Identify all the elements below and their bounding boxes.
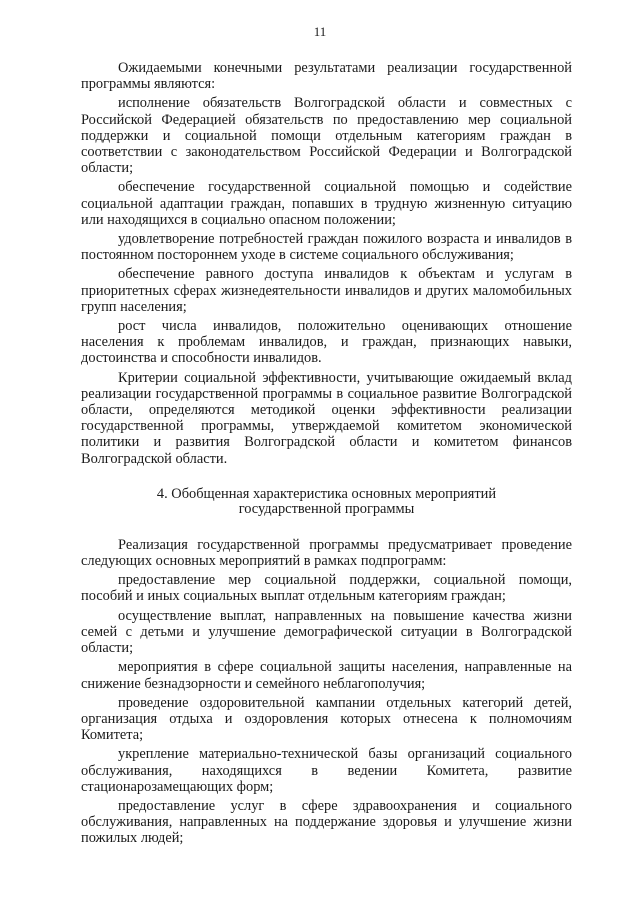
document-body bbox=[81, 60, 572, 850]
paragraph-neglect-prevention: мероприятия в сфере социальной защиты населения, направленные на снижение безнадзорности и семейного неблагополучия; bbox=[81, 659, 572, 692]
paragraph-elderly-care: удовлетворение потребностей граждан пожилого возраста и инвалидов в постоянном постороннем уходе в системе социального обслуживания; bbox=[81, 231, 572, 264]
paragraph-effectiveness-criteria: Критерии социальной эффективности, учитывающие ожидаемый вклад реализации государственной программы в социальное развитие Волгоградской области, определяются методикой оценки эффективности реализации государственной программы, утверждаемой комитетом экономической политики и развития Волгоградской области и комитетом финансов Волгоградской области. bbox=[81, 369, 572, 467]
paragraph-disabled-attitudes: рост числа инвалидов, положительно оценивающих отношение населения к проблемам инвалидов, и граждан, признающих навыки, достоинства и способности инвалидов. bbox=[81, 318, 572, 367]
paragraph-family-payments: осуществление выплат, направленных на повышение качества жизни семей с детьми и улучшение демографической ситуации в Волгоградской области; bbox=[81, 607, 572, 657]
paragraph-obligations: исполнение обязательств Волгоградской области и совместных с Российской Федерацией обязательств по предоставлению мер социальной поддержки и социальной помощи отдельным категориям граждан в соответствии с законодательством Российской Федерации и Волгоградской области; bbox=[81, 95, 572, 177]
paragraph-infrastructure: укрепление материально-технической базы организаций социального обслуживания, находящихся в ведении Комитета, развитие стационарозамещающих форм; bbox=[81, 746, 572, 795]
paragraph-social-support-measures: предоставление мер социальной поддержки, социальной помощи, пособий и иных социальных выплат отдельным категориям граждан; bbox=[81, 572, 572, 605]
paragraph-program-measures-intro: Реализация государственной программы предусматривает проведение следующих основных мероприятий в рамках подпрограмм: bbox=[81, 536, 572, 570]
section-heading-line-1: 4. Обобщенная характеристика основных мероприятий bbox=[156, 485, 497, 502]
paragraph-children-recreation: проведение оздоровительной кампании отдельных категорий детей, организация отдыха и оздоровления которых отнесена к полномочиям Комитета; bbox=[81, 694, 572, 744]
paragraph-expected-results-intro: Ожидаемыми конечными результатами реализации государственной программы являются: bbox=[81, 60, 572, 93]
paragraph-elderly-health: предоставление услуг в сфере здравоохранения и социального обслуживания, направленных на поддержание здоровья и улучшение жизни пожилых людей; bbox=[81, 797, 572, 847]
paragraph-social-assistance: обеспечение государственной социальной помощью и содействие социальной адаптации граждан, попавших в трудную жизненную ситуацию или находящихся в социально опасном положении; bbox=[81, 179, 572, 228]
page-number: 11 bbox=[313, 24, 327, 39]
section-heading bbox=[81, 487, 572, 517]
paragraph-equal-access: обеспечение равного доступа инвалидов к объектам и услугам в приоритетных сферах жизнедеятельности инвалидов и других маломобильных групп населения; bbox=[81, 266, 572, 315]
section-heading-line-2: государственной программы bbox=[238, 500, 415, 517]
